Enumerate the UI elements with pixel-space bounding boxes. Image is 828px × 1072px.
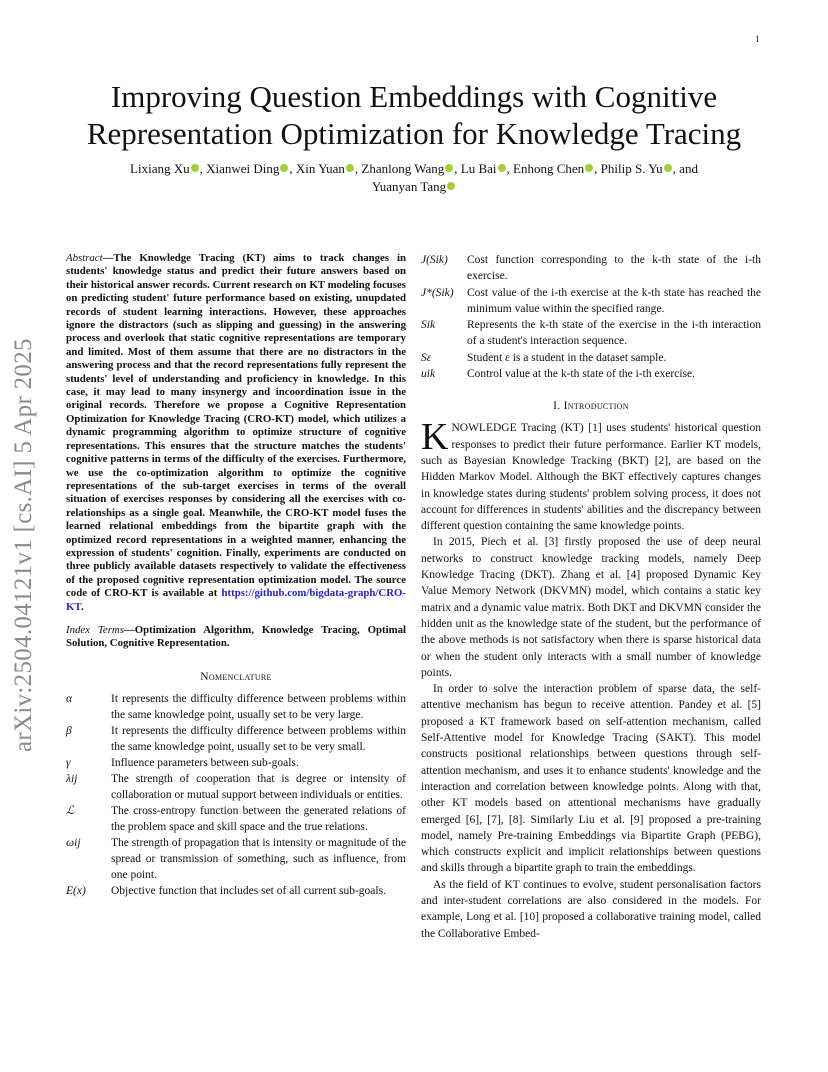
orcid-icon[interactable] <box>191 164 199 172</box>
nomenclature-item: J(Sik) Cost function corresponding to the k-th state of the i-th exercise. <box>421 254 761 283</box>
nomenclature-item: E(x) Objective function that includes set of all current sub-goals. <box>66 884 386 897</box>
orcid-icon[interactable] <box>445 164 453 172</box>
paragraph: KNOWLEDGE Tracing (KT) [1] uses students' historical question responses to predict their future performance. Earlier KT models, such as Bayesian Knowledge Tracking (BKT) [2], are based on the Hidden Markov Model. Although the BKT effectively captures changes in knowledge states during students' problem solving process, it does not account for differences in students' abilities and the discrepancy between different question containing the same knowledge points. <box>421 416 761 533</box>
nomenclature-heading: Nomenclature <box>200 670 272 683</box>
abstract-text: —The Knowledge Tracing (KT) aims to track changes in students' knowledge status and predict their future answers based on their historical answer records. Current research on KT modeling focuses on predicting student' future performance based on existing, unupdated records of student learning interactions. However, these approaches ignore the distractors (such as slipping and guessing) in the answering process and overlook that static cognitive representations are temporary and limited. Most of them assume that there are no distractors in the answering process and that the record representations fully represent the students' level of understanding and proficiency in knowledge. In this case, it may lead to many insynergy and incoordination issue in the original records. Therefore we propose a Cognitive Representation Optimization for Knowledge Tracing (CRO-KT) model, which utilizes a dynamic programming algorithm to optimize structure of cognitive representations. This ensures that the structure matches the students' cognitive patterns in terms of the difficulty of the exercises. Furthermore, we use the co-optimization algorithm to optimize the cognitive representations of the sub-target exercises in terms of the overall situation of exercises responses by considering all the exercises with co-relationships as a single goal. Meanwhile, the CRO-KT model fuses the learned relational embeddings from the bipartite graph with the optimized record representations in a weighted manner, enhancing the expression of students' cognition. Finally, experiments are conducted on three publicly available datasets respectively to validate the effectiveness of the proposed cognitive representation optimization model. The source code of CRO-KT is available at <box>66 252 406 600</box>
paragraph: As the field of KT continues to evolve, student personalisation factors and inter-student correlations are also considered in the models. For example, Long et al. [10] proposed a collaborative training model, called the Collaborative Embed- <box>421 878 761 940</box>
index-terms-label: Index Terms <box>66 623 124 636</box>
introduction-heading: I. Introduction <box>553 400 629 413</box>
author: Xianwei Ding , <box>206 161 296 176</box>
nomenclature-item: α It represents the difficulty difference between problems within the same knowledge point, usually set to be very large. <box>66 692 406 721</box>
nomenclature-item: Sik Represents the k-th state of the exercise in the i-th interaction of a student's interaction sequence. <box>421 319 761 348</box>
source-code-link[interactable]: https://github.com/bigdata-graph/CRO-KT <box>66 587 406 613</box>
author: Lixiang Xu , <box>130 161 207 176</box>
nomenclature-item: γ Influence parameters between sub-goals. <box>66 756 299 769</box>
author: Enhong Chen , <box>513 161 601 176</box>
nomenclature-item: J*(Sik) Cost value of the i-th exercise at the k-th state has reached the minimum value within the specified range. <box>421 286 761 315</box>
title-line-2: Representation Optimization for Knowledge Tracing <box>86 116 742 151</box>
orcid-icon[interactable] <box>664 164 672 172</box>
author-list <box>60 160 768 196</box>
nomenclature-item: ωij The strength of propagation that is intensity or magnitude of the spread or transmission of something, such as influence, from one point. <box>66 836 406 881</box>
orcid-icon[interactable] <box>346 164 354 172</box>
paragraph: In 2015, Piech et al. [3] firstly proposed the use of deep neural networks to construct knowledge tracking models, namely Deep Knowledge Tracing (DKT). Zhang et al. [4] proposed Dynamic Key Value Memory Network (DKVMN) model, which contains a static key matrix and a dynamic value matrix. Both DKT and DKVMN consider the hidden unit as the knowledge state of the student, but the performance of the above methods is not satisfactory when there is sparse historical data or when the student only interacts with a small number of knowledge points. <box>421 536 761 679</box>
index-terms <box>66 624 406 651</box>
orcid-icon[interactable] <box>447 182 455 190</box>
abstract: Abstract—The Knowledge Tracing (KT) aims to track changes in students' knowledge status and predict their future answers based on their historical answer records. Current research on KT modeling focuses on predicting student' future performance based on existing, unupdated records of student learning interactions. However, these approaches ignore the distractors (such as slipping and guessing) in the answering process and overlook that static cognitive representations are temporary and limited. Most of them assume that there are no distractors in the answering process and that the record representations fully represent the students' level of understanding and proficiency in knowledge. In this case, it may lead to many insynergy and incoordination issue in the original records. Therefore we propose a Cognitive Representation Optimization for Knowledge Tracing (CRO-KT) model, which utilizes a dynamic programming algorithm to optimize structure of cognitive representations. This ensures that the structure matches the students' cognitive patterns in terms of the difficulty of the exercises. Furthermore, we use the co-optimization algorithm to optimize the cognitive representations of the sub-target exercises in terms of the overall situation of exercises responses by considering all the exercises with co-relationships as a single goal. Meanwhile, the CRO-KT model fuses the learned relational embeddings from the bipartite graph with the optimized record representations in a weighted manner, enhancing the expression of students' cognition. Finally, experiments are conducted on three publicly available datasets respectively to validate the effectiveness of the proposed cognitive representation optimization model. The source code of CRO-KT is available at https://github.com/bigdata-graph/CRO-KT. <box>66 252 406 613</box>
author: Zhanlong Wang , <box>361 161 461 176</box>
orcid-icon[interactable] <box>280 164 288 172</box>
nomenclature-item: β It represents the difficulty difference between problems within the same knowledge point, usually set to be very small. <box>66 724 406 753</box>
paper-title <box>40 78 788 152</box>
nomenclature-item: Sε Student ε is a student in the dataset sample. <box>421 351 667 364</box>
paragraph: In order to solve the interaction problem of sparse data, the self-attentive mechanism has begun to receive attention. Pandey et al. [5] proposed a KT framework based on self-attention mechanism, called Self-Attentive model for Knowledge Tracing (SAKT). This model constructs positional relationships between questions through self-attention mechanism, and uses it to enhance students' knowledge and the interaction and correlation between knowledge points. Along with that, other KT models based on attentional mechanisms have gradually emerged [6], [7], [8]. Similarly Liu et al. [9] proposed a pre-training model, namely Pre-training Embeddings via Bipartite Graph (PEBG), which constructs explicit and implicit relationships between questions and skills through a bipartite graph to train the embeddings. <box>421 683 761 875</box>
page-number: 1 <box>755 34 760 44</box>
nomenclature-item: uik Control value at the k-th state of the i-th exercise. <box>421 368 696 381</box>
index-terms-text: —Optimization Algorithm, Knowledge Tracing, Optimal Solution, Cognitive Representation. <box>66 623 406 650</box>
nomenclature-list <box>66 691 406 899</box>
orcid-icon[interactable] <box>585 164 593 172</box>
author: Lu Bai , <box>460 161 514 176</box>
nomenclature-item: ℒ The cross-entropy function between the generated relations of the problem space and skill space and the true relations. <box>66 804 406 833</box>
introduction-body <box>421 416 761 942</box>
nomenclature-item: λij The strength of cooperation that is degree or intensity of collaboration or mutual support between individuals or entities. <box>66 772 406 801</box>
author: Xin Yuan , <box>295 161 362 176</box>
arxiv-identifier: arXiv:2504.04121v1 [cs.AI] 5 Apr 2025 <box>10 338 37 752</box>
nomenclature-continued <box>421 252 761 382</box>
author: Philip S. Yu , and <box>600 161 698 176</box>
orcid-icon[interactable] <box>498 164 506 172</box>
left-column <box>66 252 406 899</box>
right-column <box>421 252 761 942</box>
author: Yuanyan Tang <box>372 179 456 194</box>
title-line-1: Improving Question Embeddings with Cognitive <box>110 79 718 114</box>
drop-cap: K <box>421 416 449 459</box>
abstract-label: Abstract <box>66 252 103 264</box>
